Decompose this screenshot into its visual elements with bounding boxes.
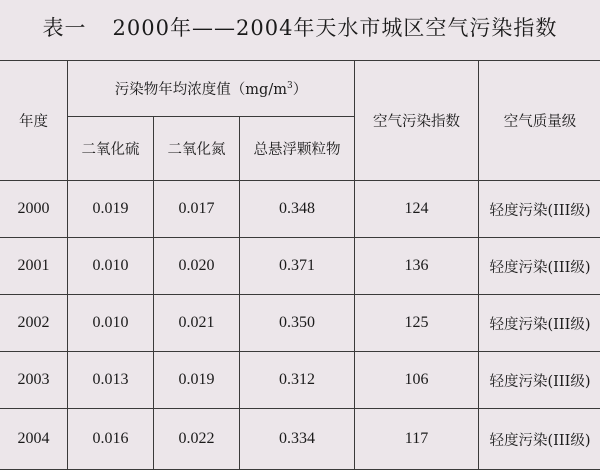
cell-so2: 0.013 xyxy=(68,352,154,409)
header-pollutant-group-prefix: 污染物年均浓度值（mg/m xyxy=(115,82,287,98)
header-row-top xyxy=(0,61,600,117)
cell-grade: 轻度污染(III级) xyxy=(479,295,600,352)
table-row xyxy=(0,181,600,238)
header-pollutant-group xyxy=(68,61,355,117)
cell-tsp: 0.371 xyxy=(240,238,355,295)
table-row xyxy=(0,238,600,295)
header-no2: 二氧化氮 xyxy=(154,117,240,181)
cell-no2: 0.020 xyxy=(154,238,240,295)
cell-api: 106 xyxy=(355,352,479,409)
cell-api: 124 xyxy=(355,181,479,238)
header-api: 空气污染指数 xyxy=(355,61,479,181)
cell-no2: 0.017 xyxy=(154,181,240,238)
cell-so2: 0.019 xyxy=(68,181,154,238)
header-unit-superscript: 3 xyxy=(287,81,293,91)
cell-year: 2000 xyxy=(0,181,68,238)
cell-tsp: 0.334 xyxy=(240,409,355,470)
table-number-label: 表一 xyxy=(43,16,87,40)
air-pollution-table xyxy=(0,60,600,470)
header-pollutant-group-suffix: ） xyxy=(293,82,308,98)
header-tsp: 总悬浮颗粒物 xyxy=(240,117,355,181)
header-so2: 二氧化硫 xyxy=(68,117,154,181)
cell-year: 2001 xyxy=(0,238,68,295)
cell-grade: 轻度污染(III级) xyxy=(479,238,600,295)
table-title-text: 2000年——2004年天水市城区空气污染指数 xyxy=(113,16,558,40)
cell-tsp: 0.348 xyxy=(240,181,355,238)
cell-api: 136 xyxy=(355,238,479,295)
table-row xyxy=(0,352,600,409)
cell-grade: 轻度污染(III级) xyxy=(479,181,600,238)
header-grade: 空气质量级 xyxy=(479,61,600,181)
table-title xyxy=(0,12,600,42)
cell-grade: 轻度污染(III级) xyxy=(479,409,600,470)
cell-api: 117 xyxy=(355,409,479,470)
cell-year: 2004 xyxy=(0,409,68,470)
table-row xyxy=(0,409,600,470)
cell-year: 2003 xyxy=(0,352,68,409)
cell-so2: 0.010 xyxy=(68,238,154,295)
cell-tsp: 0.312 xyxy=(240,352,355,409)
cell-no2: 0.019 xyxy=(154,352,240,409)
table-row xyxy=(0,295,600,352)
cell-api: 125 xyxy=(355,295,479,352)
cell-so2: 0.016 xyxy=(68,409,154,470)
header-year: 年度 xyxy=(0,61,68,181)
cell-year: 2002 xyxy=(0,295,68,352)
cell-tsp: 0.350 xyxy=(240,295,355,352)
cell-no2: 0.021 xyxy=(154,295,240,352)
cell-so2: 0.010 xyxy=(68,295,154,352)
cell-grade: 轻度污染(III级) xyxy=(479,352,600,409)
cell-no2: 0.022 xyxy=(154,409,240,470)
